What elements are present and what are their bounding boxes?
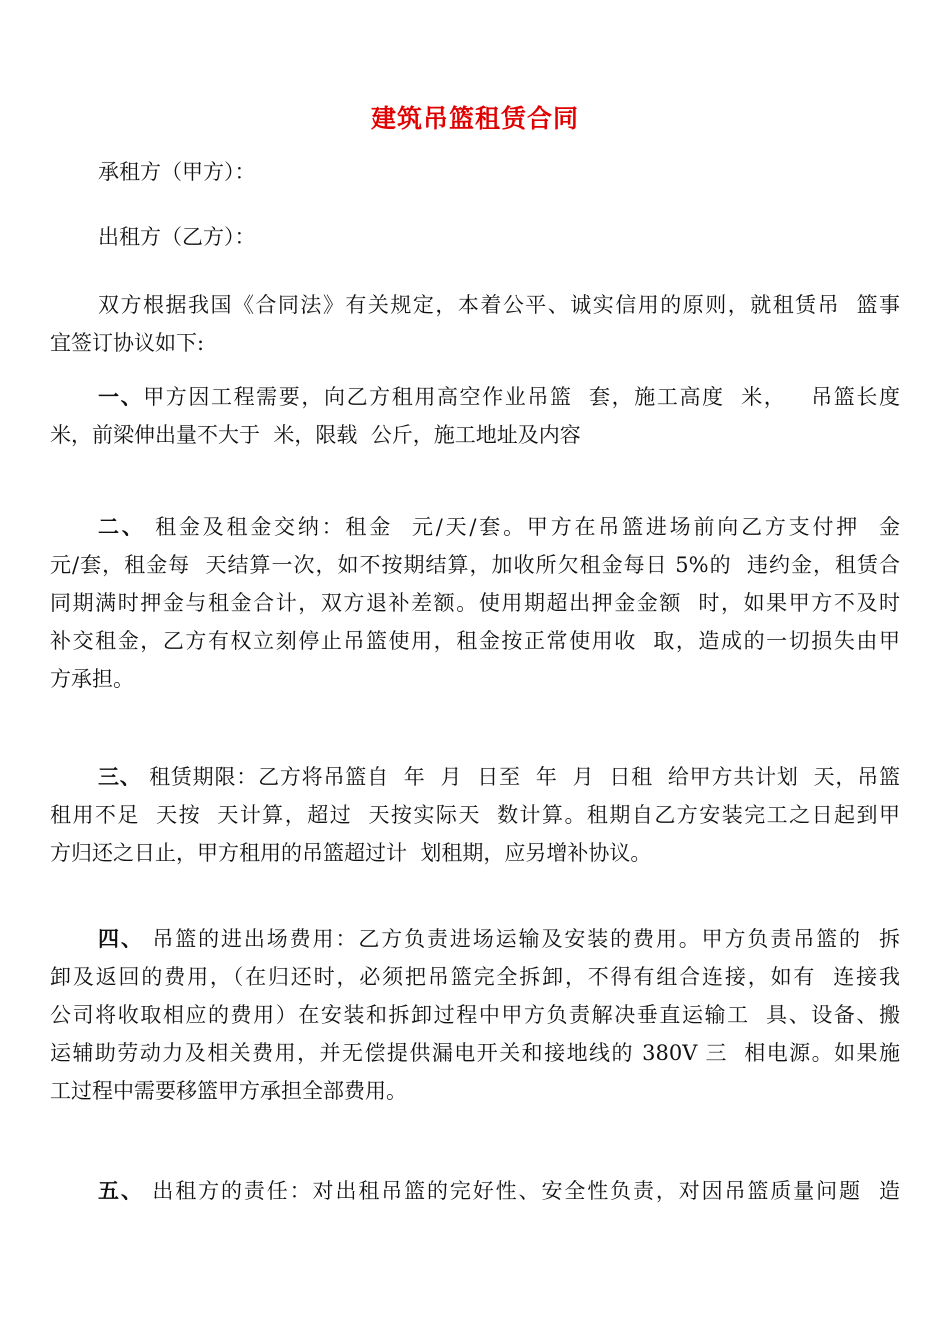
intro-paragraph [50, 286, 900, 362]
clause-number: 三、 [98, 764, 142, 789]
document-title: 建筑吊篮租赁合同 [370, 104, 579, 133]
clause-text: 出租方的责任：对出租吊篮的完好性、安全性负责，对因吊篮质量问题 造 [143, 1179, 900, 1203]
clause-number: 四、 [98, 926, 144, 951]
clause-line: 公司将收取相应的费用）在安装和拆卸过程中甲方负责解决垂直运输工 具、设备、搬 [50, 1003, 900, 1027]
clause-line: 卸及返回的费用，（在归还时，必须把吊篮完全拆卸，不得有组合连接，如有 连接我 [50, 965, 900, 989]
intro-line: 双方根据我国《合同法》有关规定，本着公平、诚实信用的原则，就租赁吊 篮事 [98, 293, 900, 317]
clause-line: 同期满时押金与租金合计，双方退补差额。使用期超出押金金额 时，如果甲方不及时 [50, 591, 900, 615]
clause-line: 米，前梁伸出量不大于 米，限载 公斤，施工地址及内容 [50, 423, 581, 447]
clause-line: 补交租金，乙方有权立刻停止吊篮使用，租金按正常使用收 取，造成的一切损失由甲 [50, 629, 900, 653]
clause-line: 工过程中需要移篮甲方承担全部费用。 [50, 1079, 407, 1103]
clause-line: 运辅助劳动力及相关费用，并无偿提供漏电开关和接地线的 380V 三 相电源。如果施 [50, 1041, 900, 1065]
clause-4 [50, 920, 900, 1110]
clause-line [50, 758, 900, 796]
clause-line [50, 1172, 900, 1210]
clause-3 [50, 758, 900, 872]
clause-number: 二、 [98, 514, 146, 539]
clause-line: 方承担。 [50, 667, 134, 691]
clause-text: 甲方因工程需要，向乙方租用高空作业吊篮 套，施工高度 米， 吊篮长度 [143, 385, 900, 409]
clause-text: 租金及租金交纳：租金 元/天/套。甲方在吊篮进场前向乙方支付押 金 [145, 515, 900, 539]
clause-5 [50, 1172, 900, 1210]
clause-number: 五、 [98, 1178, 144, 1203]
clause-line: 方归还之日止，甲方租用的吊篮超过计 划租期，应另增补协议。 [50, 841, 652, 865]
clause-line [50, 508, 900, 546]
clause-number: 一、 [98, 384, 144, 409]
clause-text: 租赁期限：乙方将吊篮自 年 月 日至 年 月 日租 给甲方共计划 天，吊篮 [141, 765, 901, 789]
clause-line [50, 920, 900, 958]
party-b-label: 出租方（乙方）： [98, 225, 256, 249]
clause-line: 元/套，租金每 天结算一次，如不按期结算，加收所欠租金每日 5%的 违约金，租赁合 [50, 553, 900, 577]
party-a-label: 承租方（甲方）： [98, 160, 256, 184]
clause-text: 吊篮的进出场费用：乙方负责进场运输及安装的费用。甲方负责吊篮的 拆 [143, 927, 900, 951]
intro-line: 宜签订协议如下: [50, 331, 205, 355]
clause-line: 租用不足 天按 天计算，超过 天按实际天 数计算。租期自乙方安装完工之日起到甲 [50, 803, 900, 827]
clause-1 [50, 378, 900, 454]
clause-line [50, 378, 900, 416]
clause-2 [50, 508, 900, 698]
